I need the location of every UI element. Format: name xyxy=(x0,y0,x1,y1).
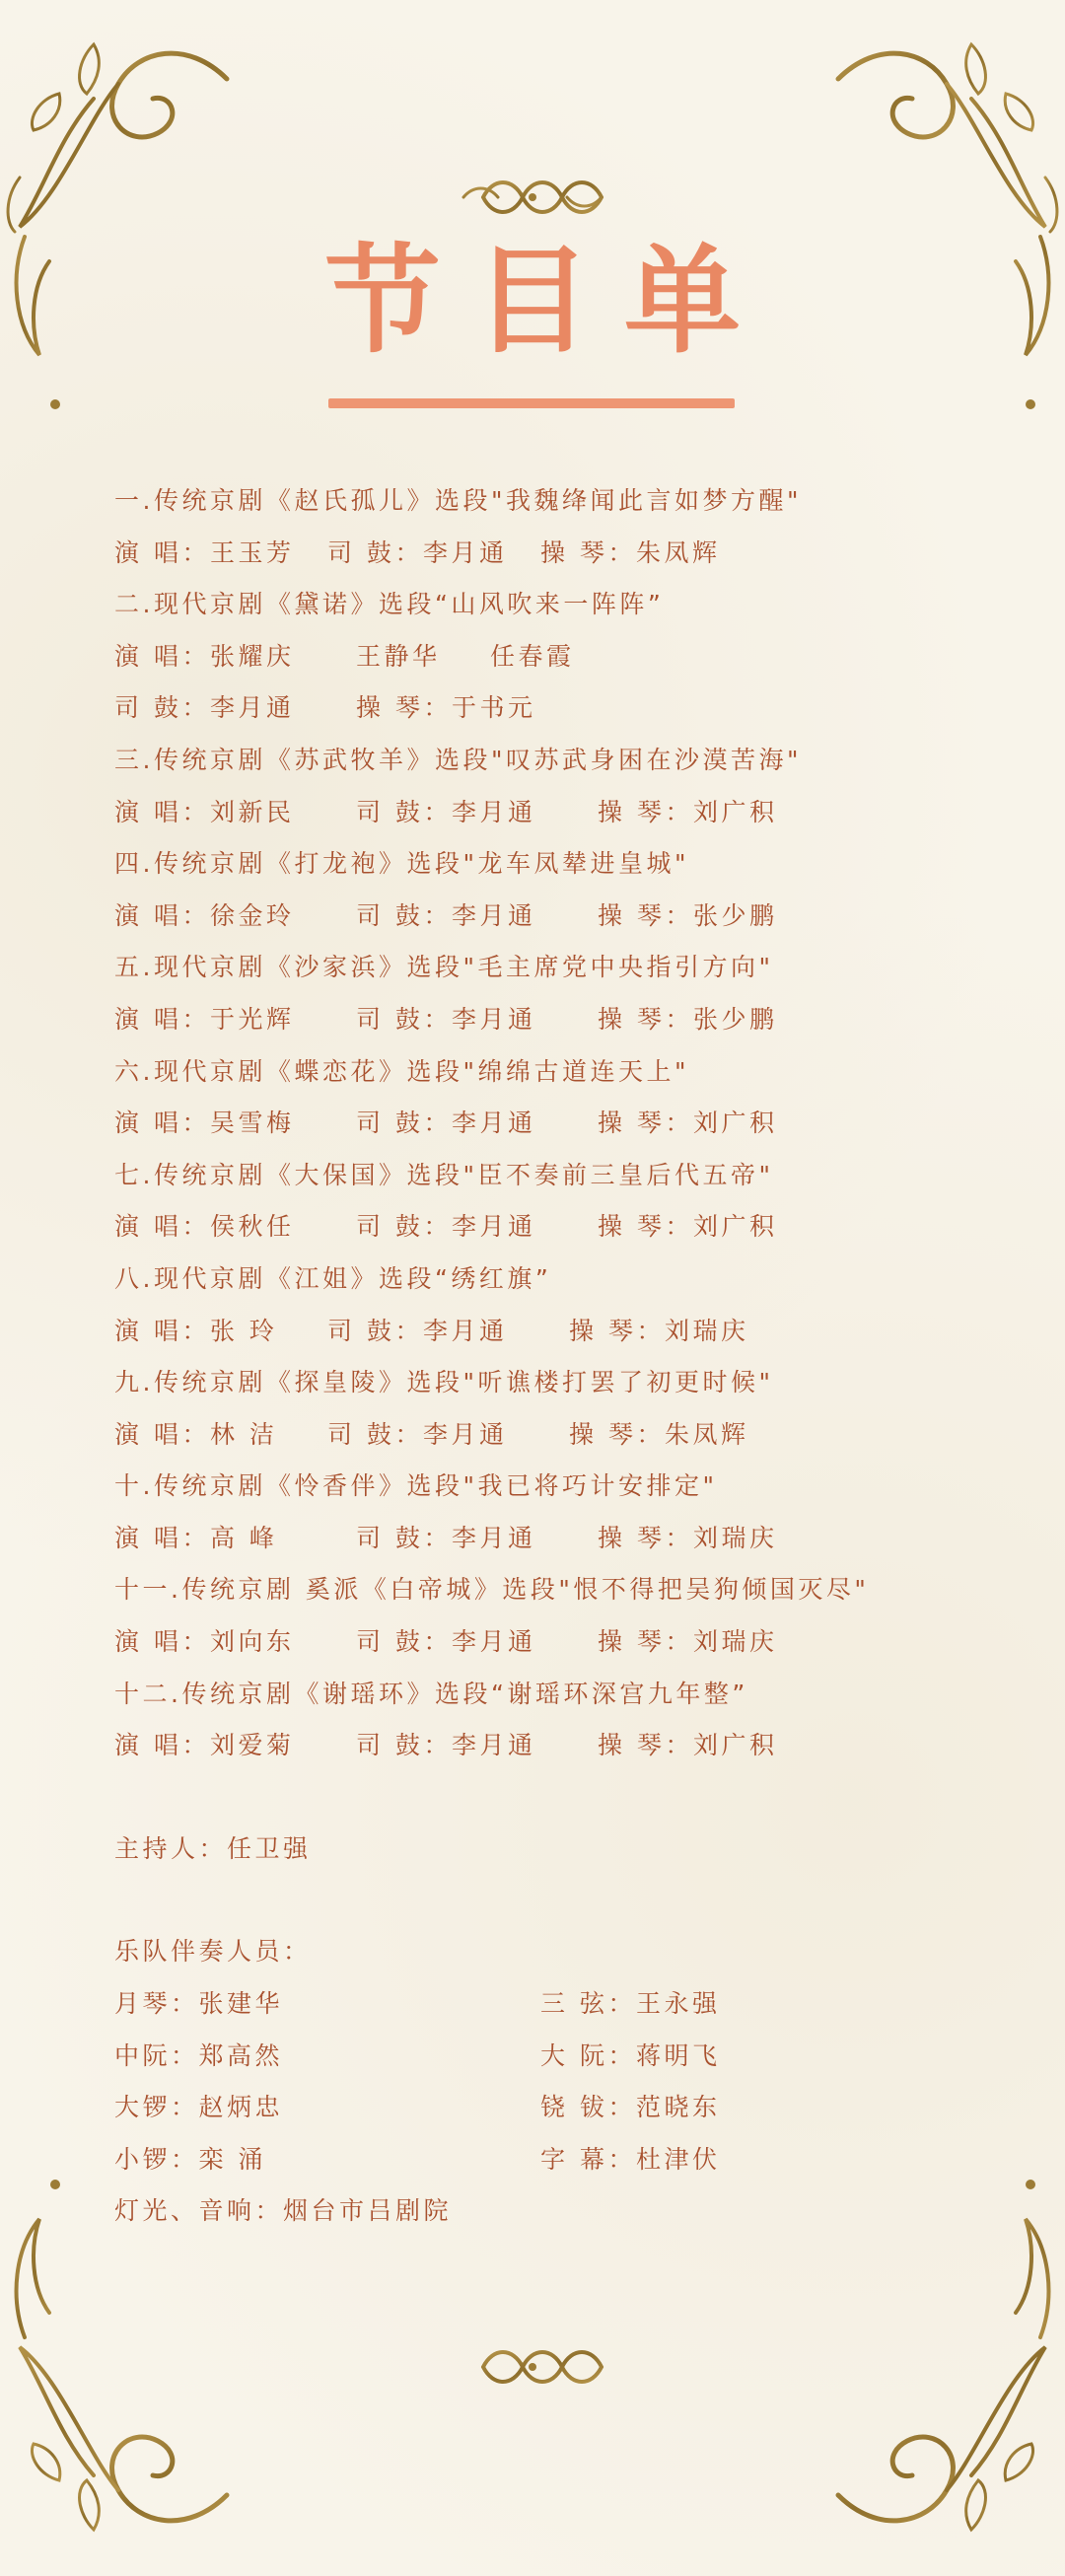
fiddler: 操 琴：刘瑞庆 xyxy=(598,1627,778,1657)
program-item-1: 一.传统京剧《赵氏孤儿》选段"我魏绛闻此言如梦方醒" xyxy=(114,486,802,515)
cast-line-2b xyxy=(114,682,982,735)
program-item-2: 二.现代京剧《黛诺》选段“山风吹来一阵阵” xyxy=(114,590,665,619)
cast-line-6 xyxy=(114,1098,982,1150)
program-item-12: 十二.传统京剧《谢瑶环》选段“谢瑶环深宫九年整” xyxy=(114,1679,748,1708)
band-member: 三 弦：王永强 xyxy=(540,1989,721,2019)
fiddler: 操 琴：朱凤辉 xyxy=(540,537,721,567)
fiddler: 操 琴：刘广积 xyxy=(598,1212,778,1242)
program-item-10: 十.传统京剧《怜香伴》选段"我已将巧计安排定" xyxy=(114,1471,718,1501)
singer: 演 唱：侯秋任 xyxy=(114,1212,295,1242)
band-row-2 xyxy=(114,2031,982,2083)
cast-line-5 xyxy=(114,994,982,1046)
band-row-3 xyxy=(114,2082,982,2134)
band-member: 字 幕：杜津伏 xyxy=(540,2144,721,2174)
singer: 演 唱：高 峰 xyxy=(114,1523,278,1552)
singer: 演 唱：徐金玲 xyxy=(114,900,295,930)
singer: 演 唱：刘新民 xyxy=(114,797,295,826)
singer: 演 唱：吴雪梅 xyxy=(114,1109,295,1138)
singer: 演 唱：于光辉 xyxy=(114,1004,295,1034)
cast-line-2 xyxy=(114,631,982,683)
cast-line-1 xyxy=(114,528,982,580)
program-item-11: 十一.传统京剧 奚派《白帝城》选段"恨不得把吴狗倾国灭尽" xyxy=(114,1575,870,1605)
title-underline xyxy=(328,398,735,408)
drummer: 司 鼓：李月通 xyxy=(356,797,536,826)
fiddler: 操 琴：刘广积 xyxy=(598,1109,778,1138)
band-member: 中阮：郑高然 xyxy=(114,2040,284,2070)
drummer: 司 鼓：李月通 xyxy=(114,693,295,723)
program-list xyxy=(114,475,982,2238)
page-title: 节目单 xyxy=(323,233,774,369)
program-item-8: 八.现代京剧《江姐》选段“绣红旗” xyxy=(114,1263,552,1293)
singer: 演 唱：王玉芳 xyxy=(114,537,295,567)
program-item-3: 三.传统京剧《苏武牧羊》选段"叹苏武身困在沙漠苦海" xyxy=(114,745,802,774)
cast-line-4 xyxy=(114,891,982,943)
singer: 演 唱：刘向东 xyxy=(114,1627,295,1657)
band-member: 月琴：张建华 xyxy=(114,1989,284,2019)
drummer: 司 鼓：李月通 xyxy=(356,1731,536,1760)
cast-line-11 xyxy=(114,1616,982,1669)
band-row-1 xyxy=(114,1978,982,2031)
singer: 演 唱：刘爱菊 xyxy=(114,1731,295,1760)
singer: 王静华 xyxy=(356,641,441,671)
program-item-7: 七.传统京剧《大保国》选段"臣不奏前三皇后代五帝" xyxy=(114,1160,774,1189)
drummer: 司 鼓：李月通 xyxy=(356,1109,536,1138)
program-item-6: 六.现代京剧《蝶恋花》选段"绵绵古道连天上" xyxy=(114,1056,689,1086)
fiddler: 操 琴：朱凤辉 xyxy=(569,1419,749,1449)
drummer: 司 鼓：李月通 xyxy=(356,1004,536,1034)
program-item-4: 四.传统京剧《打龙袍》选段"龙车凤辇进皇城" xyxy=(114,849,689,879)
fiddler: 操 琴：刘瑞庆 xyxy=(598,1523,778,1552)
host-line: 主持人：任卫强 xyxy=(114,1833,312,1863)
band-heading: 乐队伴奏人员： xyxy=(114,1937,312,1967)
fiddler: 操 琴：刘瑞庆 xyxy=(569,1316,749,1345)
lighting-line: 灯光、音响：烟台市吕剧院 xyxy=(114,2196,453,2226)
fiddler: 操 琴：张少鹏 xyxy=(598,1004,778,1034)
drummer: 司 鼓：李月通 xyxy=(327,1316,508,1345)
program-item-5: 五.现代京剧《沙家浜》选段"毛主席党中央指引方向" xyxy=(114,953,774,982)
fiddler: 操 琴：张少鹏 xyxy=(598,900,778,930)
cast-line-8 xyxy=(114,1306,982,1358)
band-member: 大 阮：蒋明飞 xyxy=(540,2040,721,2070)
singer: 任春霞 xyxy=(490,641,575,671)
fiddler: 操 琴：于书元 xyxy=(356,693,536,723)
cast-line-12 xyxy=(114,1720,982,1772)
cast-line-7 xyxy=(114,1201,982,1253)
band-member: 铙 钹：范晓东 xyxy=(540,2093,721,2122)
drummer: 司 鼓：李月通 xyxy=(327,537,508,567)
spacer xyxy=(114,1875,982,1926)
drummer: 司 鼓：李月通 xyxy=(356,1212,536,1242)
fiddler: 操 琴：刘广积 xyxy=(598,1731,778,1760)
cast-line-3 xyxy=(114,787,982,839)
cast-line-10 xyxy=(114,1513,982,1565)
drummer: 司 鼓：李月通 xyxy=(356,900,536,930)
drummer: 司 鼓：李月通 xyxy=(327,1419,508,1449)
fiddler: 操 琴：刘广积 xyxy=(598,797,778,826)
cast-line-9 xyxy=(114,1409,982,1462)
drummer: 司 鼓：李月通 xyxy=(356,1627,536,1657)
band-row-4 xyxy=(114,2134,982,2186)
program-item-9: 九.传统京剧《探皇陵》选段"听谯楼打罢了初更时候" xyxy=(114,1368,774,1397)
spacer xyxy=(114,1772,982,1824)
band-member: 大锣：赵炳忠 xyxy=(114,2093,284,2122)
singer: 演 唱：张 玲 xyxy=(114,1316,278,1345)
singer: 演 唱：林 洁 xyxy=(114,1419,278,1449)
band-member: 小锣：栾 涌 xyxy=(114,2144,266,2174)
drummer: 司 鼓：李月通 xyxy=(356,1523,536,1552)
singer: 演 唱：张耀庆 xyxy=(114,641,295,671)
